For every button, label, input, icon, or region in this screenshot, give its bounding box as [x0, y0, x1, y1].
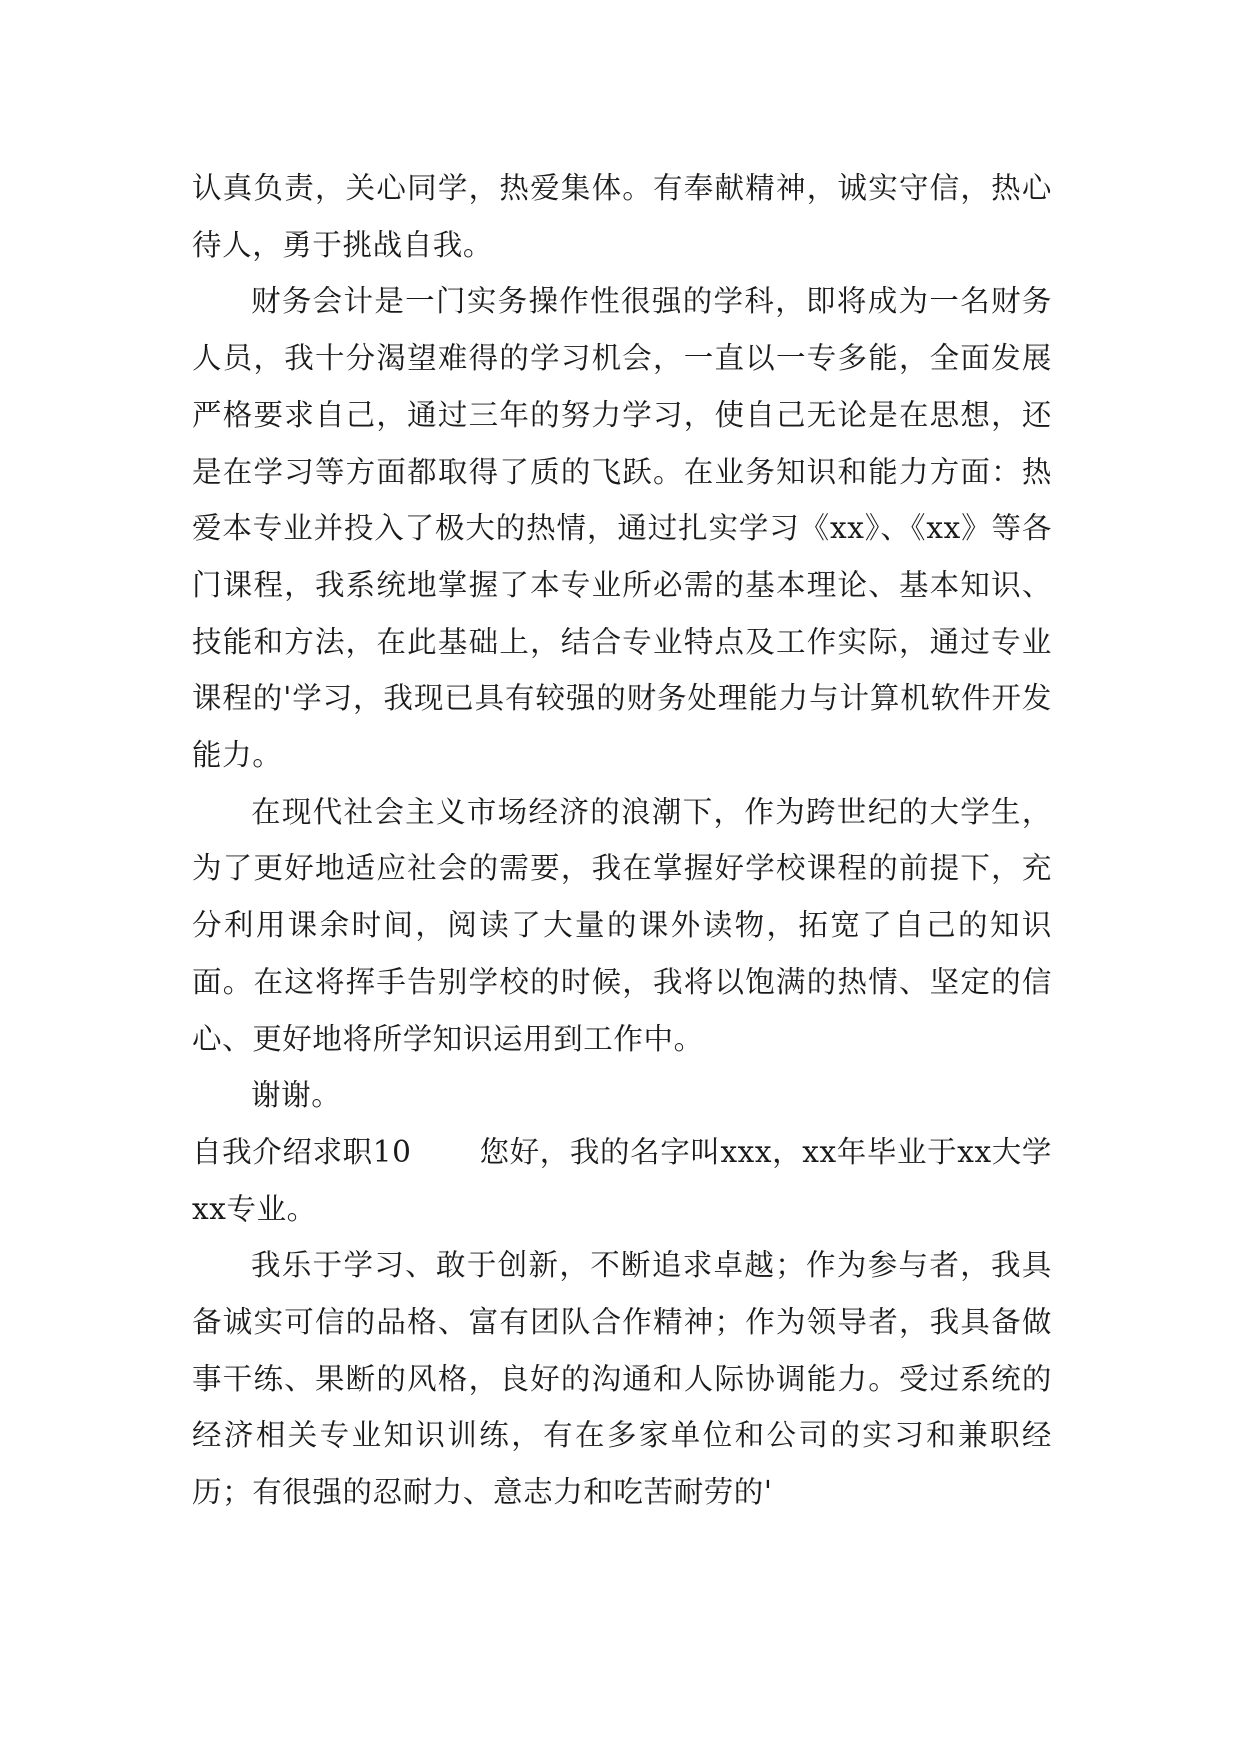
section-title: 自我介绍求职10	[192, 1134, 412, 1169]
section-intro: 您好，我的名字叫xxx，xx年毕业于xx大学xx专业。	[192, 1134, 1052, 1226]
paragraph-personal-qualities: 认真负责，关心同学，热爱集体。有奉献精神，诚实守信，热心待人，勇于挑战自我。	[192, 171, 1052, 262]
document-body	[192, 160, 1052, 1521]
section-heading-line	[192, 1124, 1052, 1237]
paragraph-accounting-study: 财务会计是一门实务操作性很强的学科，即将成为一名财务人员，我十分渴望难得的学习机会，一直以一专多能，全面发展严格要求自己，通过三年的努力学习，使自己无论是在思想，还是在学习等方面都取得了质的飞跃。在业务知识和能力方面：热爱本专业并投入了极大的热情，通过扎实学习《xx》、《xx》等各门课程，我系统地掌握了本专业所必需的基本理论、基本知识、技能和方法，在此基础上，结合专业特点及工作实际，通过专业课程的'学习，我现已具有较强的财务处理能力与计算机软件开发能力。	[192, 284, 1052, 773]
paragraph-social-adaptation: 在现代社会主义市场经济的浪潮下，作为跨世纪的大学生，为了更好地适应社会的需要，我在掌握好学校课程的前提下，充分利用课余时间，阅读了大量的课外读物，拓宽了自己的知识面。在这将挥手告别学校的时候，我将以饱满的热情、坚定的信心、更好地将所学知识运用到工作中。	[192, 794, 1052, 1056]
paragraph-thanks: 谢谢。	[251, 1078, 342, 1113]
paragraph-strengths: 我乐于学习、敢于创新，不断追求卓越；作为参与者，我具备诚实可信的品格、富有团队合作精神；作为领导者，我具备做事干练、果断的风格，良好的沟通和人际协调能力。受过系统的经济相关专业知识训练，有在多家单位和公司的实习和兼职经历；有很强的忍耐力、意志力和吃苦耐劳的'	[192, 1248, 1052, 1510]
